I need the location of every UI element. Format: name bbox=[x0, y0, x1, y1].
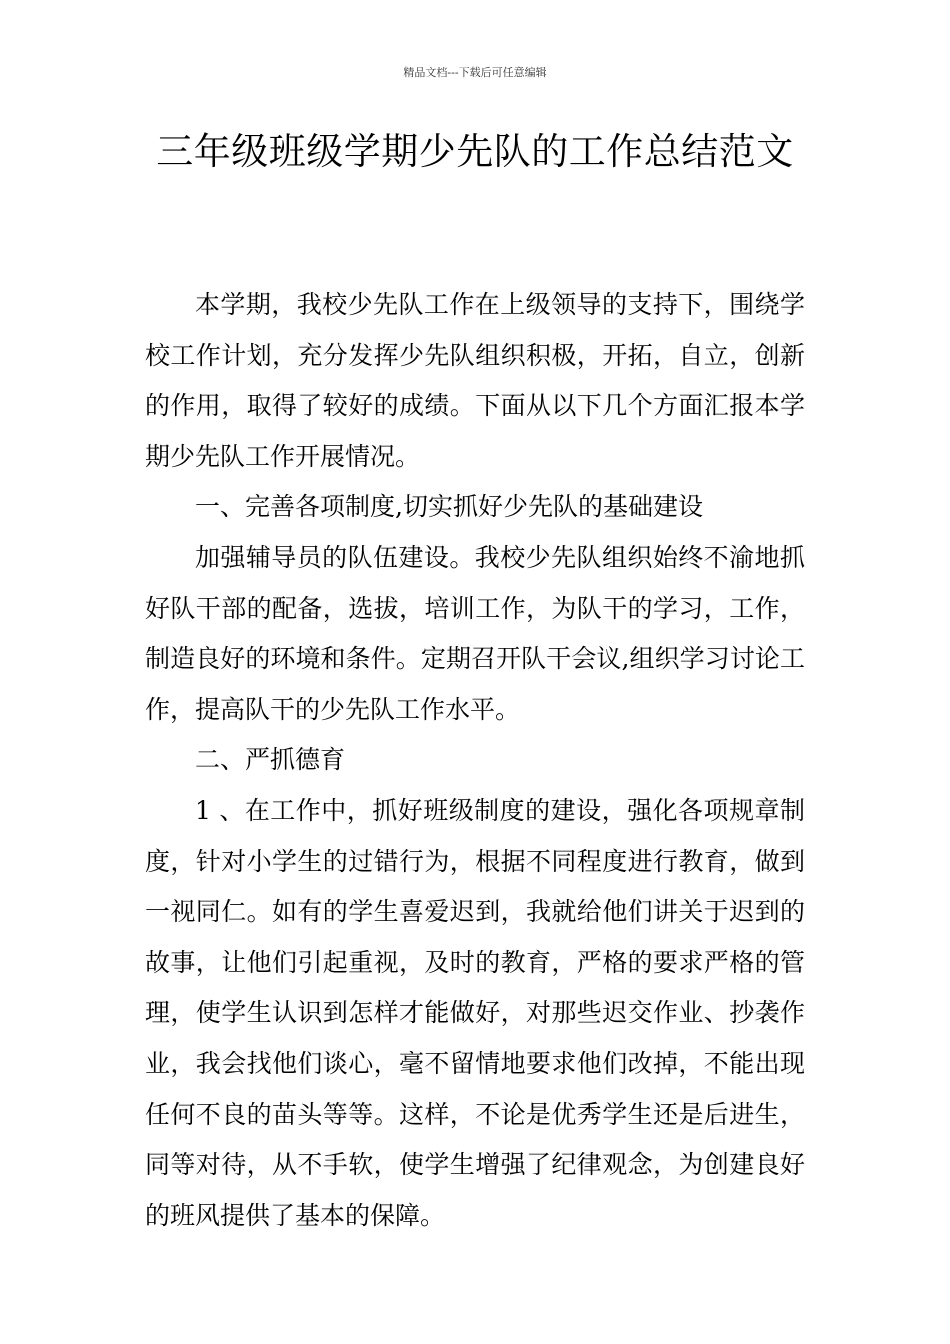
paragraph-section-2-item-1: 1 、在工作中，抓好班级制度的建设，强化各项规章制度，针对小学生的过错行为，根据不同程度进行教育，做到一视同仁。如有的学生喜爱迟到，我就给他们讲关于迟到的故事，让他们引起重视，及时的教育，严格的要求严格的管理，使学生认识到怎样才能做好，对那些迟交作业、抄袭作业，我会找他们谈心，毫不留情地要求他们改掉，不能出现任何不良的苗头等等。这样，不论是优秀学生还是后进生，同等对待，从不手软，使学生增强了纪律观念，为创建良好的班风提供了基本的保障。 bbox=[145, 795, 805, 1230]
section-heading-2: 二、严抓德育 bbox=[195, 745, 346, 775]
document-body bbox=[145, 280, 805, 1241]
document-title: 三年级班级学期少先队的工作总结范文 bbox=[156, 130, 794, 173]
header-note: 精品文档---下载后可任意编辑 bbox=[403, 66, 547, 79]
section-heading-1: 一、完善各项制度,切实抓好少先队的基础建设 bbox=[195, 492, 703, 522]
paragraph-intro: 本学期，我校少先队工作在上级领导的支持下，围绕学校工作计划，充分发挥少先队组织积极，开拓，自立，创新的作用，取得了较好的成绩。下面从以下几个方面汇报本学期少先队工作开展情况。 bbox=[145, 290, 805, 471]
paragraph-section-1: 加强辅导员的队伍建设。我校少先队组织始终不渝地抓好队干部的配备，选拔，培训工作，为队干的学习，工作，制造良好的环境和条件。定期召开队干会议,组织学习讨论工作，提高队干的少先队工作水平。 bbox=[145, 542, 805, 724]
